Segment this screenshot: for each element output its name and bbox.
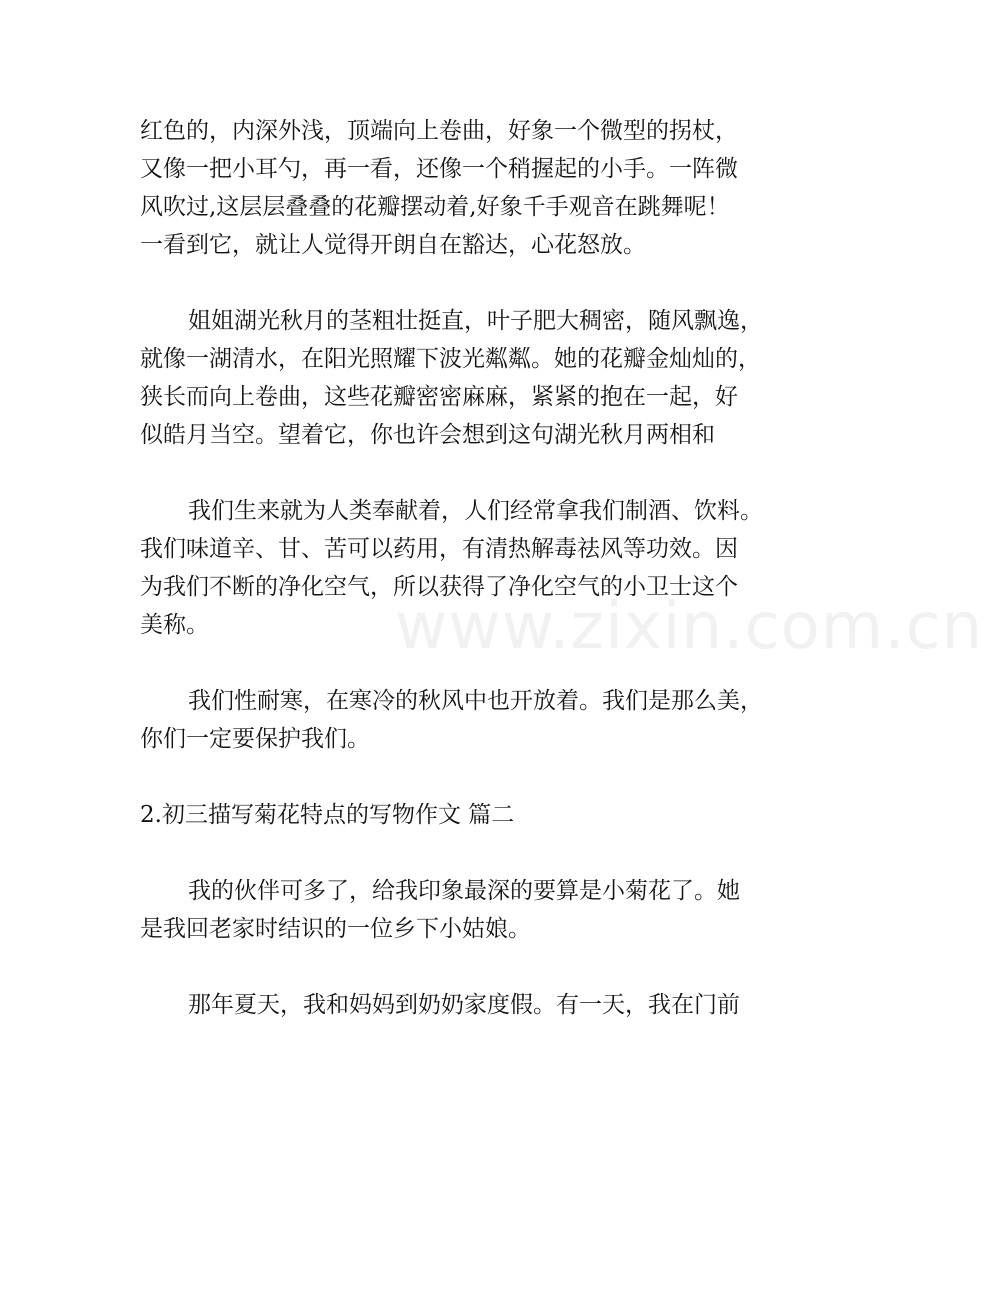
text-line: 你们一定要保护我们。 [140,726,370,752]
text-line: 为我们不断的净化空气，所以获得了净化空气的小卫士这个 [140,574,738,600]
paragraph-1 [140,112,780,264]
text-line: 姐姐湖光秋月的茎粗壮挺直，叶子肥大稠密，随风飘逸， [188,308,763,334]
text-line: 那年夏天，我和妈妈到奶奶家度假。有一天，我在门前 [188,992,740,1018]
text-line: 我们生来就为人类奉献着，人们经常拿我们制酒、饮料。 [188,498,763,524]
paragraph-3 [140,492,780,644]
text-line: 我的伙伴可多了，给我印象最深的要算是小菊花了。她 [188,878,740,904]
paragraph-6 [140,986,780,1024]
paragraph-2 [140,302,780,454]
text-line: 我们味道辛、甘、苦可以药用，有清热解毒祛风等功效。因 [140,536,738,562]
text-line: 又像一把小耳勺，再一看，还像一个稍握起的小手。一阵微 [140,156,738,182]
text-line: 就像一湖清水，在阳光照耀下波光粼粼。她的花瓣金灿灿的， [140,346,761,372]
text-line: 一看到它，就让人觉得开朗自在豁达，心花怒放。 [140,232,646,258]
paragraph-5 [140,872,780,948]
section-heading: 2.初三描写菊花特点的写物作文 篇二 [140,802,515,828]
text-line: 狭长而向上卷曲，这些花瓣密密麻麻，紧紧的抱在一起，好 [140,384,738,410]
document-body [140,112,780,1024]
text-line: 似皓月当空。望着它，你也许会想到这句湖光秋月两相和 [140,422,715,448]
text-line: 红色的，内深外浅，顶端向上卷曲，好象一个微型的拐杖， [140,118,738,144]
text-line: 是我回老家时结识的一位乡下小姑娘。 [140,916,531,942]
text-line: 风吹过,这层层叠叠的花瓣摆动着,好象千手观音在跳舞呢！ [140,194,730,220]
watermark: www.zixin.com.cn [395,590,983,664]
text-line: 我们性耐寒，在寒冷的秋风中也开放着。我们是那么美， [188,688,763,714]
paragraph-4 [140,682,780,758]
text-line: 美称。 [140,612,209,638]
